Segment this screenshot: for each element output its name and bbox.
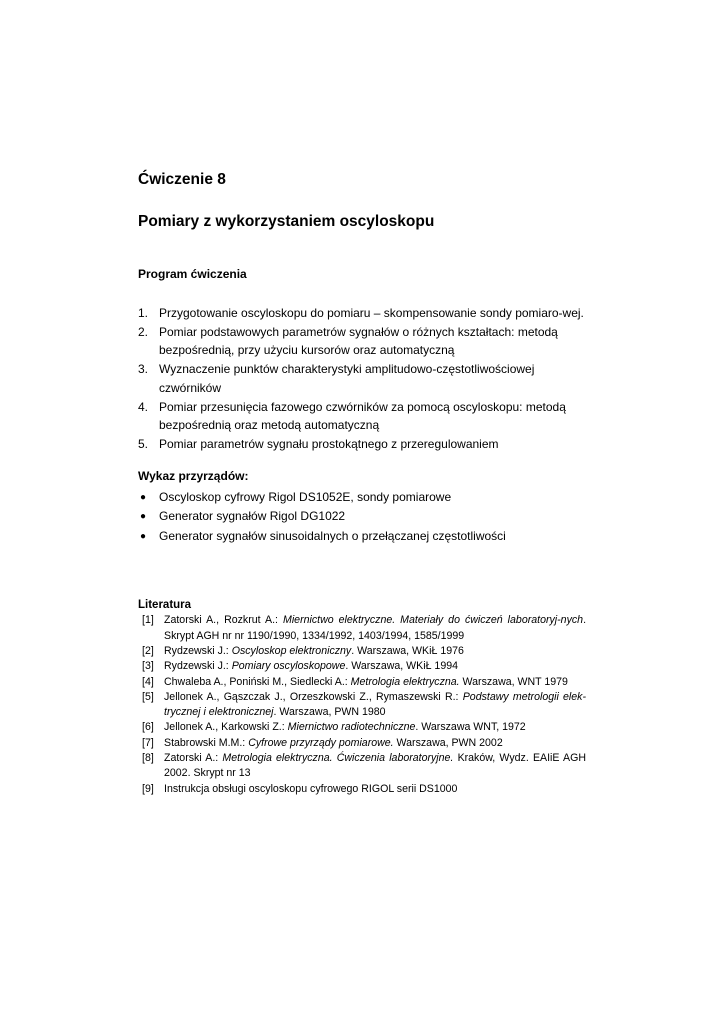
ref-publication: Warszawa, PWN 2002 xyxy=(393,736,503,749)
exercise-title: Ćwiczenie 8 xyxy=(138,171,226,188)
program-item xyxy=(138,360,586,397)
ref-publication: . Warszawa, WKiŁ 1976 xyxy=(351,645,464,657)
equipment-item xyxy=(138,488,586,508)
program-item-number: 3. xyxy=(138,362,149,377)
ref-publication: Warszawa, WNT 1979 xyxy=(459,675,568,688)
ref-number: [7] xyxy=(142,736,154,749)
literature-item xyxy=(138,751,586,782)
equipment-list xyxy=(138,488,586,547)
ref-title: Podstawy metrologii elek-trycznej i elektronicznej xyxy=(164,690,587,719)
literature-heading: Literatura xyxy=(138,599,192,612)
ref-title: Metrologia elektryczna. Ćwiczenia laboratoryjne. xyxy=(222,752,454,765)
ref-publication: . Warszawa, PWN 1980 xyxy=(273,706,386,719)
ref-number: [9] xyxy=(142,782,154,795)
ref-authors: Rydzewski J.: xyxy=(164,645,232,657)
ref-authors: Jellonek A., Karkowski Z.: xyxy=(164,721,288,734)
program-item-text: Przygotowanie oscyloskopu do pomiaru – skompensowanie sondy pomiaro-wej. xyxy=(159,306,584,320)
ref-number: [4] xyxy=(142,675,154,688)
exercise-subtitle: Pomiary z wykorzystaniem oscyloskopu xyxy=(138,213,435,230)
ref-authors: Zatorski A., Rozkrut A.: xyxy=(164,614,283,627)
equipment-heading: Wykaz przyrządów: xyxy=(138,468,249,483)
ref-publication: . Warszawa WNT, 1972 xyxy=(415,721,526,734)
ref-title: Miernictwo radiotechniczne xyxy=(287,721,416,734)
literature-item xyxy=(138,736,586,751)
bullet-icon: ● xyxy=(140,530,147,542)
equipment-item-text: Generator sygnałów sinusoidalnych o przełączanej częstotliwości xyxy=(159,528,506,543)
equipment-item xyxy=(138,507,586,527)
program-item xyxy=(138,435,586,454)
bullet-icon: ● xyxy=(140,491,147,503)
equipment-item xyxy=(138,527,586,547)
program-item xyxy=(138,323,586,360)
program-item-number: 1. xyxy=(138,306,149,320)
ref-number: [1] xyxy=(142,614,154,627)
ref-publication: . Warszawa, WKiŁ 1994 xyxy=(345,660,458,673)
program-item-text: Pomiar parametrów sygnału prostokątnego z przeregulowaniem xyxy=(159,436,499,451)
literature-item xyxy=(138,690,586,721)
literature-item xyxy=(138,644,586,659)
literature-item xyxy=(138,659,586,674)
ref-number: [8] xyxy=(142,752,154,765)
ref-authors: Jellonek A., Gąszczak J., Orzeszkowski Z., Rymaszewski R.: xyxy=(164,690,463,703)
ref-number: [3] xyxy=(142,660,154,673)
program-list xyxy=(138,304,586,454)
ref-authors: Rydzewski J.: xyxy=(164,660,232,673)
literature-list xyxy=(138,613,586,797)
literature-item xyxy=(138,782,586,797)
ref-title: Cyfrowe przyrządy pomiarowe. xyxy=(248,736,394,749)
ref-number: [2] xyxy=(142,645,154,657)
ref-title: Pomiary oscyloskopowe xyxy=(231,660,346,673)
program-item-text: Pomiar przesunięcia fazowego czwórników za pomocą oscyloskopu: metodą bezpośrednią oraz metodą automatyczną xyxy=(159,399,566,433)
ref-authors: Chwaleba A., Poniński M., Siedlecki A.: xyxy=(164,675,351,688)
ref-title: Metrologia elektryczna. xyxy=(350,675,460,688)
ref-title: Miernictwo elektryczne. Materiały do ćwiczeń laboratoryj-nych xyxy=(283,614,584,627)
program-item-text: Pomiar podstawowych parametrów sygnałów o różnych kształtach: metodą bezpośrednią, przy użyciu kursorów oraz automatyczną xyxy=(159,324,558,358)
equipment-item-text: Oscyloskop cyfrowy Rigol DS1052E, sondy pomiarowe xyxy=(159,489,452,504)
literature-item xyxy=(138,613,586,644)
ref-authors: Stabrowski M.M.: xyxy=(164,736,249,749)
ref-title: Oscyloskop elektroniczny xyxy=(231,645,352,657)
program-heading: Program ćwiczenia xyxy=(138,267,247,281)
page-content xyxy=(138,170,586,797)
ref-authors: Instrukcja obsługi oscyloskopu cyfrowego RIGOL serii DS1000 xyxy=(164,782,458,795)
ref-publication: Kraków, Wydz. EAIiE AGH 2002. Skrypt nr 13 xyxy=(164,752,586,780)
equipment-item-text: Generator sygnałów Rigol DG1022 xyxy=(159,509,346,524)
program-item-text: Wyznaczenie punktów charakterystyki amplitudowo-częstotliwościowej czwórników xyxy=(159,362,535,395)
program-item-number: 4. xyxy=(138,399,149,414)
bullet-icon: ● xyxy=(140,511,147,523)
program-item xyxy=(138,304,586,323)
ref-publication: . Skrypt AGH nr nr 1190/1990, 1334/1992, 1403/1994, 1585/1999 xyxy=(164,614,587,642)
literature-item xyxy=(138,675,586,690)
program-item-number: 2. xyxy=(138,324,149,339)
literature-item xyxy=(138,720,586,735)
ref-number: [6] xyxy=(142,721,154,734)
program-item-number: 5. xyxy=(138,436,149,451)
ref-authors: Zatorski A.: xyxy=(164,752,223,765)
program-item xyxy=(138,398,586,435)
ref-number: [5] xyxy=(142,690,154,703)
